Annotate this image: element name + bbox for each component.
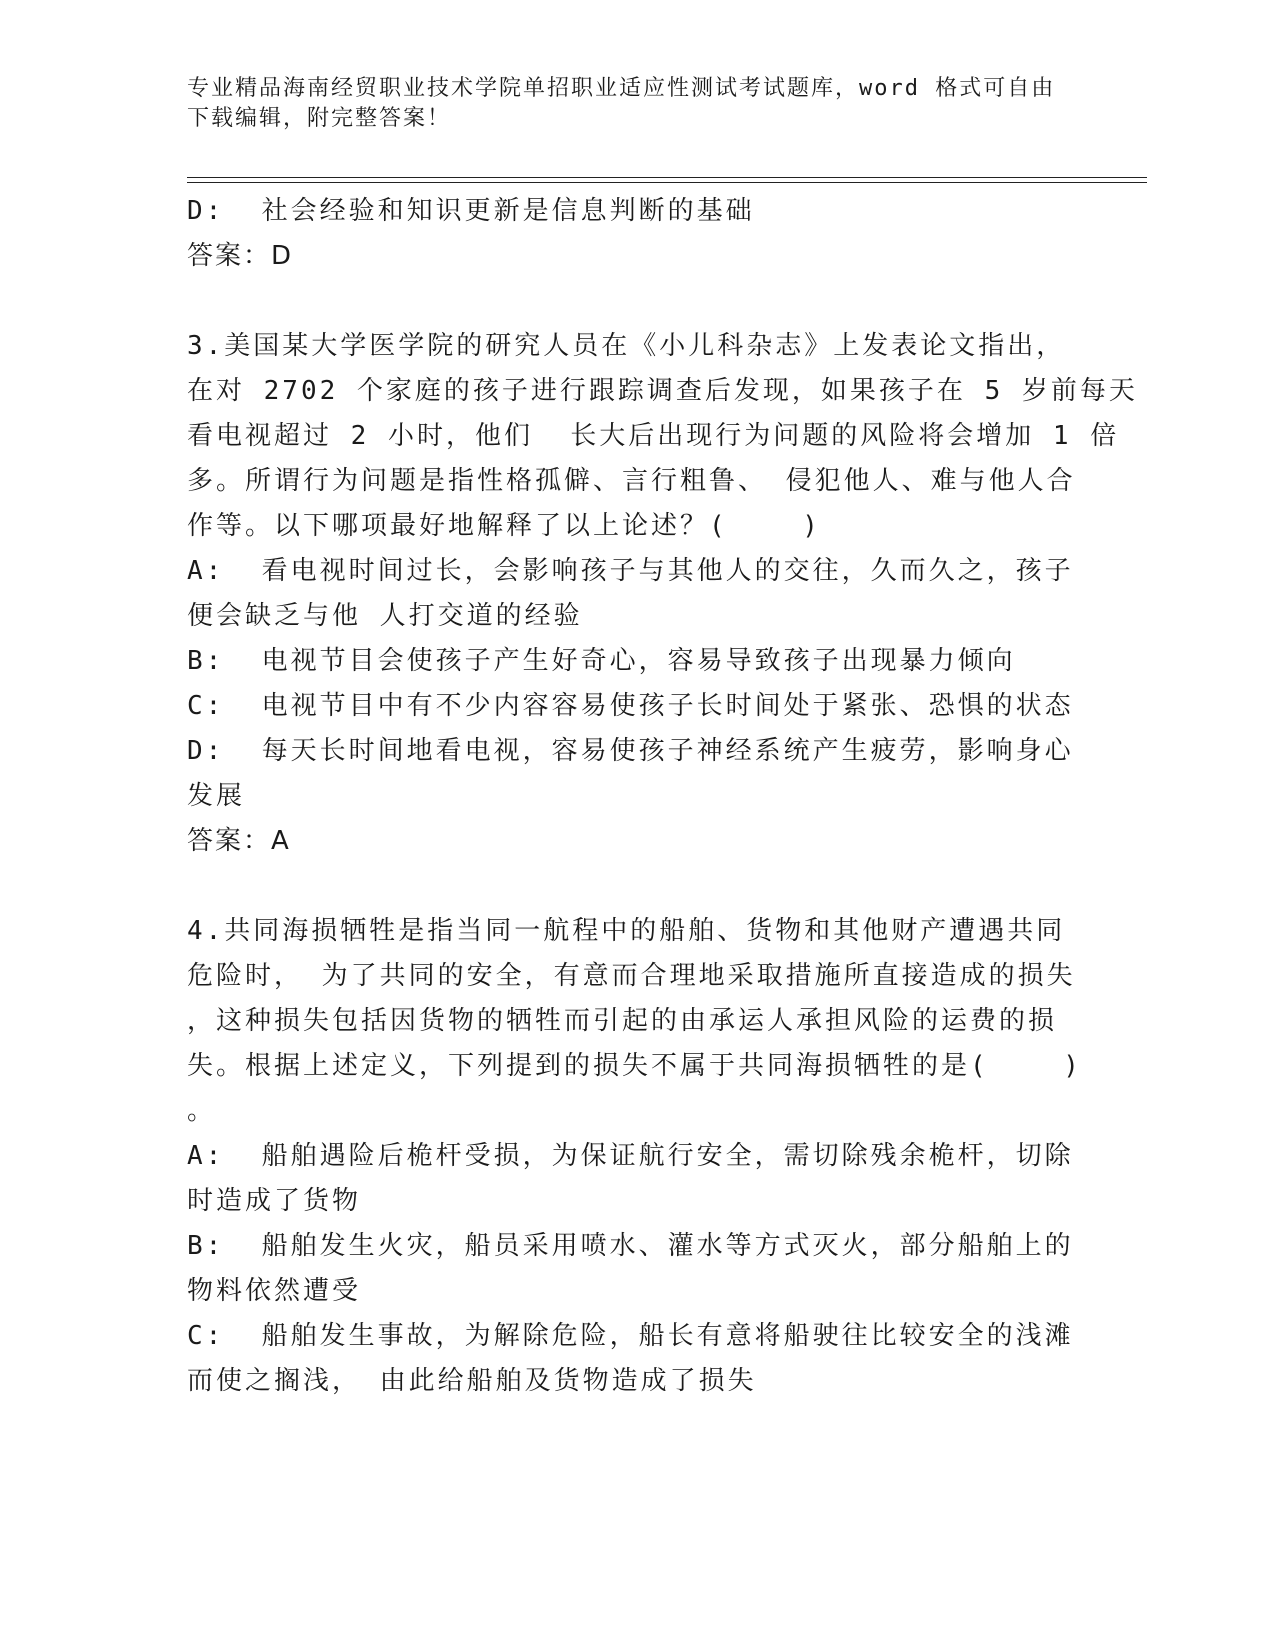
q3-option-d-cont: 发展 bbox=[187, 781, 246, 811]
q3-stem-line: 在对 2702 个家庭的孩子进行跟踪调查后发现，如果孩子在 5 岁前每天 bbox=[187, 376, 1138, 406]
q4-option-b: B: 船舶发生火灾，船员采用喷水、灌水等方式灭火，部分船舶上的 bbox=[187, 1231, 1074, 1261]
document-header bbox=[187, 74, 1067, 134]
question-4 bbox=[187, 909, 1087, 1404]
q2-option-d: D: 社会经验和知识更新是信息判断的基础 bbox=[187, 196, 755, 226]
spacer bbox=[187, 279, 1087, 324]
q3-option-a-cont: 便会缺乏与他 人打交道的经验 bbox=[187, 601, 583, 631]
question-3 bbox=[187, 324, 1138, 864]
document-body bbox=[187, 189, 1138, 1404]
q4-option-c-cont: 而使之搁浅， 由此给船舶及货物造成了损失 bbox=[187, 1366, 757, 1396]
q3-answer: 答案：A bbox=[187, 826, 291, 856]
q4-option-a: A: 船舶遇险后桅杆受损，为保证航行安全，需切除残余桅杆，切除 bbox=[187, 1141, 1074, 1171]
q4-stem-line: ，这种损失包括因货物的牺牲而引起的由承运人承担风险的运费的损 bbox=[187, 1006, 1058, 1036]
header-divider-bottom bbox=[187, 182, 1147, 183]
header-line-1: 专业精品海南经贸职业技术学院单招职业适应性测试考试题库，word 格式可自由 bbox=[187, 76, 1056, 101]
spacer bbox=[187, 864, 1087, 909]
header-line-2: 下载编辑，附完整答案！ bbox=[187, 106, 452, 131]
q3-option-c: C: 电视节目中有不少内容容易使孩子长时间处于紧张、恐惧的状态 bbox=[187, 691, 1074, 721]
q3-stem-line: 多。所谓行为问题是指性格孤僻、言行粗鲁、 侵犯他人、难与他人合 bbox=[187, 466, 1076, 496]
q3-stem-line: 看电视超过 2 小时，他们 长大后出现行为问题的风险将会增加 1 倍 bbox=[187, 421, 1120, 451]
q4-option-b-cont: 物料依然遭受 bbox=[187, 1276, 362, 1306]
q3-stem-line: 作等。以下哪项最好地解释了以上论述？( ) bbox=[187, 511, 821, 541]
q3-stem-line: 3.美国某大学医学院的研究人员在《小儿科杂志》上发表论文指出， bbox=[187, 331, 1066, 361]
q4-stem-line: 4.共同海损牺牲是指当同一航程中的船舶、货物和其他财产遭遇共同 bbox=[187, 916, 1066, 946]
q4-stem-line: 危险时， 为了共同的安全，有意而合理地采取措施所直接造成的损失 bbox=[187, 961, 1076, 991]
q3-option-a: A: 看电视时间过长，会影响孩子与其他人的交往，久而久之，孩子 bbox=[187, 556, 1074, 586]
q4-option-a-cont: 时造成了货物 bbox=[187, 1186, 362, 1216]
q3-option-d: D: 每天长时间地看电视，容易使孩子神经系统产生疲劳，影响身心 bbox=[187, 736, 1074, 766]
q2-answer: 答案：D bbox=[187, 241, 294, 271]
q4-stem-line: 失。根据上述定义，下列提到的损失不属于共同海损牺牲的是( ) bbox=[187, 1051, 1082, 1081]
q3-option-b: B: 电视节目会使孩子产生好奇心，容易导致孩子出现暴力倾向 bbox=[187, 646, 1016, 676]
header-divider-top bbox=[187, 177, 1147, 178]
q4-stem-line: 。 bbox=[187, 1096, 217, 1126]
q4-option-c: C: 船舶发生事故，为解除危险，船长有意将船驶往比较安全的浅滩 bbox=[187, 1321, 1074, 1351]
